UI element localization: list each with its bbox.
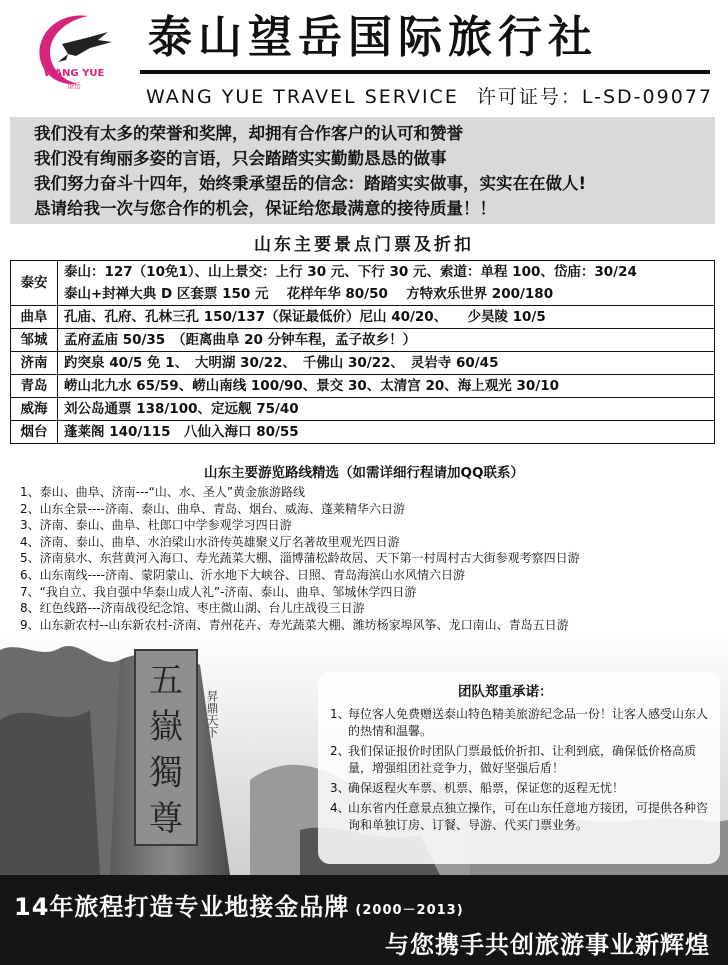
price-cell: 趵突泉 40/5 免 1、 大明湖 30/22、 千佛山 30/22、 灵岩寺 60/45 — [58, 352, 715, 375]
inscription-char: 嶽 — [149, 707, 183, 747]
city-cell: 曲阜 — [11, 306, 58, 329]
price-table — [10, 260, 715, 444]
promise-number: 3、 — [330, 781, 350, 795]
intro-line: 我们没有太多的荣誉和奖牌，却拥有合作客户的认可和赞誉 — [34, 124, 463, 143]
intro-line: 我们努力奋斗十四年，始终秉承望岳的信念：踏踏实实做事，实实在在做人! — [34, 174, 587, 193]
company-name-en: WANG YUE TRAVEL SERVICE — [146, 86, 459, 108]
list-item: 7、“我自立、我自强中华泰山成人礼”-济南、泰山、曲阜、邹城休学四日游 — [20, 584, 417, 599]
city-cell: 青岛 — [11, 375, 58, 398]
routes-list — [20, 484, 720, 633]
city-cell: 泰安 — [11, 261, 58, 306]
promise-number: 4、 — [330, 801, 350, 815]
table-row — [11, 261, 715, 306]
table-row — [11, 398, 715, 421]
price-cell: 蓬莱阁 140/115 八仙入海口 80/55 — [58, 421, 715, 444]
inscription-char: 尊 — [149, 799, 183, 839]
routes-title: 山东主要游览路线精选（如需详细行程请加QQ联系） — [204, 465, 524, 481]
city-cell: 邹城 — [11, 329, 58, 352]
table-row — [11, 352, 715, 375]
table-row — [11, 375, 715, 398]
footer-slogan-text: 14年旅程打造专业地接金品牌 — [14, 893, 350, 921]
list-item: 3、济南、泰山、曲阜、杜郎口中学参观学习四日游 — [20, 518, 292, 533]
list-item: 4、济南、泰山、曲阜、水泊梁山水浒传英雄聚义厅名著故里观光四日游 — [20, 534, 400, 549]
title-divider — [140, 70, 710, 74]
list-item: 1、泰山、曲阜、济南---“山、水、圣人”黄金旅游路线 — [20, 485, 306, 499]
price-cell: 崂山北九水 65/59、崂山南线 100/90、景交 30、太清宫 20、海上观光 30/10 — [58, 375, 715, 398]
inscription-char: 獨 — [149, 753, 183, 793]
price-cell — [58, 261, 715, 306]
intro-line: 恳请给我一次与您合作的机会，保证给您最满意的接待质量！！ — [34, 199, 496, 218]
list-item: 5、济南泉水、东营黄河入海口、寿光蔬菜大棚、淄博蒲松龄故居、天下第一村周村古大街参观考察四日游 — [20, 551, 580, 566]
subtitle — [146, 82, 723, 109]
intro-block — [10, 117, 715, 224]
promise-text: 每位客人免费赠送泰山特色精美旅游纪念品一份！让客人感受山东人的热情和温馨。 — [348, 707, 709, 738]
price-cell: 孟府孟庙 50/35 （距离曲阜 20 分钟车程，孟子故乡！） — [58, 329, 715, 352]
table-row — [11, 306, 715, 329]
footer-slogan — [14, 887, 464, 922]
list-item: 9、山东新农村--山东新农村-济南、青州花卉、寿光蔬菜大棚、潍坊杨家埠风筝、龙口南山、青岛五日游 — [20, 617, 569, 632]
promise-title: 团队郑重承诺： — [458, 684, 553, 700]
promise-text: 确保返程火车票、机票、船票，保证您的返程无忧！ — [348, 781, 625, 795]
list-item: 8、红色线路---济南战役纪念馆、枣庄微山湖、台儿庄战役三日游 — [20, 601, 365, 616]
logo-subtext: 望岳 — [67, 82, 81, 90]
city-cell: 威海 — [11, 398, 58, 421]
promise-text: 我们保证报价时团队门票最低价折扣、让利到底，确保低价格高质量，增强组团社竞争力，做好坚强后盾！ — [348, 744, 697, 775]
promise-box — [318, 672, 720, 864]
list-item: 6、山东南线----济南、蒙阴蒙山、沂水地下大峡谷、日照、青岛海滨山水风情六日游 — [20, 567, 465, 582]
footer-banner — [0, 875, 728, 965]
promise-text: 山东省内任意景点独立操作，可在山东任意地方接团，可提供各种咨询和单独订房、订餐、导游、代买门票业务。 — [348, 801, 709, 832]
inscription-char: 五 — [149, 661, 183, 701]
prices-title: 山东主要景点门票及折扣 — [254, 235, 474, 255]
list-item: 2、山东全景----济南、泰山、曲阜、青岛、烟台、威海、蓬莱精华六日游 — [20, 501, 405, 516]
promise-number: 2、 — [330, 744, 350, 758]
price-cell: 刘公岛通票 138/100、定远舰 75/40 — [58, 398, 715, 421]
promise-item — [330, 743, 710, 777]
footer-tagline: 与您携手共创旅游事业新辉煌 — [385, 931, 710, 959]
promise-item — [330, 780, 710, 797]
promise-item — [330, 706, 710, 740]
footer-years: (2000－2013) — [355, 902, 464, 918]
license-number: 许可证号：L-SD-09077 — [476, 86, 713, 108]
logo-text: WANG YUE — [43, 68, 105, 79]
promise-item — [330, 800, 710, 834]
price-line: 泰山：127（10免1）、山上景交：上行 30 元、下行 30 元、索道：单程 100、岱庙：30/24 — [64, 264, 637, 280]
table-row — [11, 421, 715, 444]
intro-line: 我们没有绚丽多姿的言语，只会踏踏实实勤勤恳恳的做事 — [34, 149, 447, 168]
table-row — [11, 329, 715, 352]
city-cell: 济南 — [11, 352, 58, 375]
side-inscription: 昇鼎天下 — [205, 690, 219, 738]
promise-number: 1、 — [330, 707, 350, 721]
company-logo — [28, 10, 120, 92]
city-cell: 烟台 — [11, 421, 58, 444]
price-cell: 孔庙、孔府、孔林三孔 150/137（保证最低价）尼山 40/20、 少昊陵 10/5 — [58, 306, 715, 329]
price-line: 泰山+封禅大典 D 区套票 150 元 花样年华 80/50 方特欢乐世界 200/180 — [64, 286, 554, 302]
page-title: 泰山望岳国际旅行社 — [148, 12, 598, 63]
